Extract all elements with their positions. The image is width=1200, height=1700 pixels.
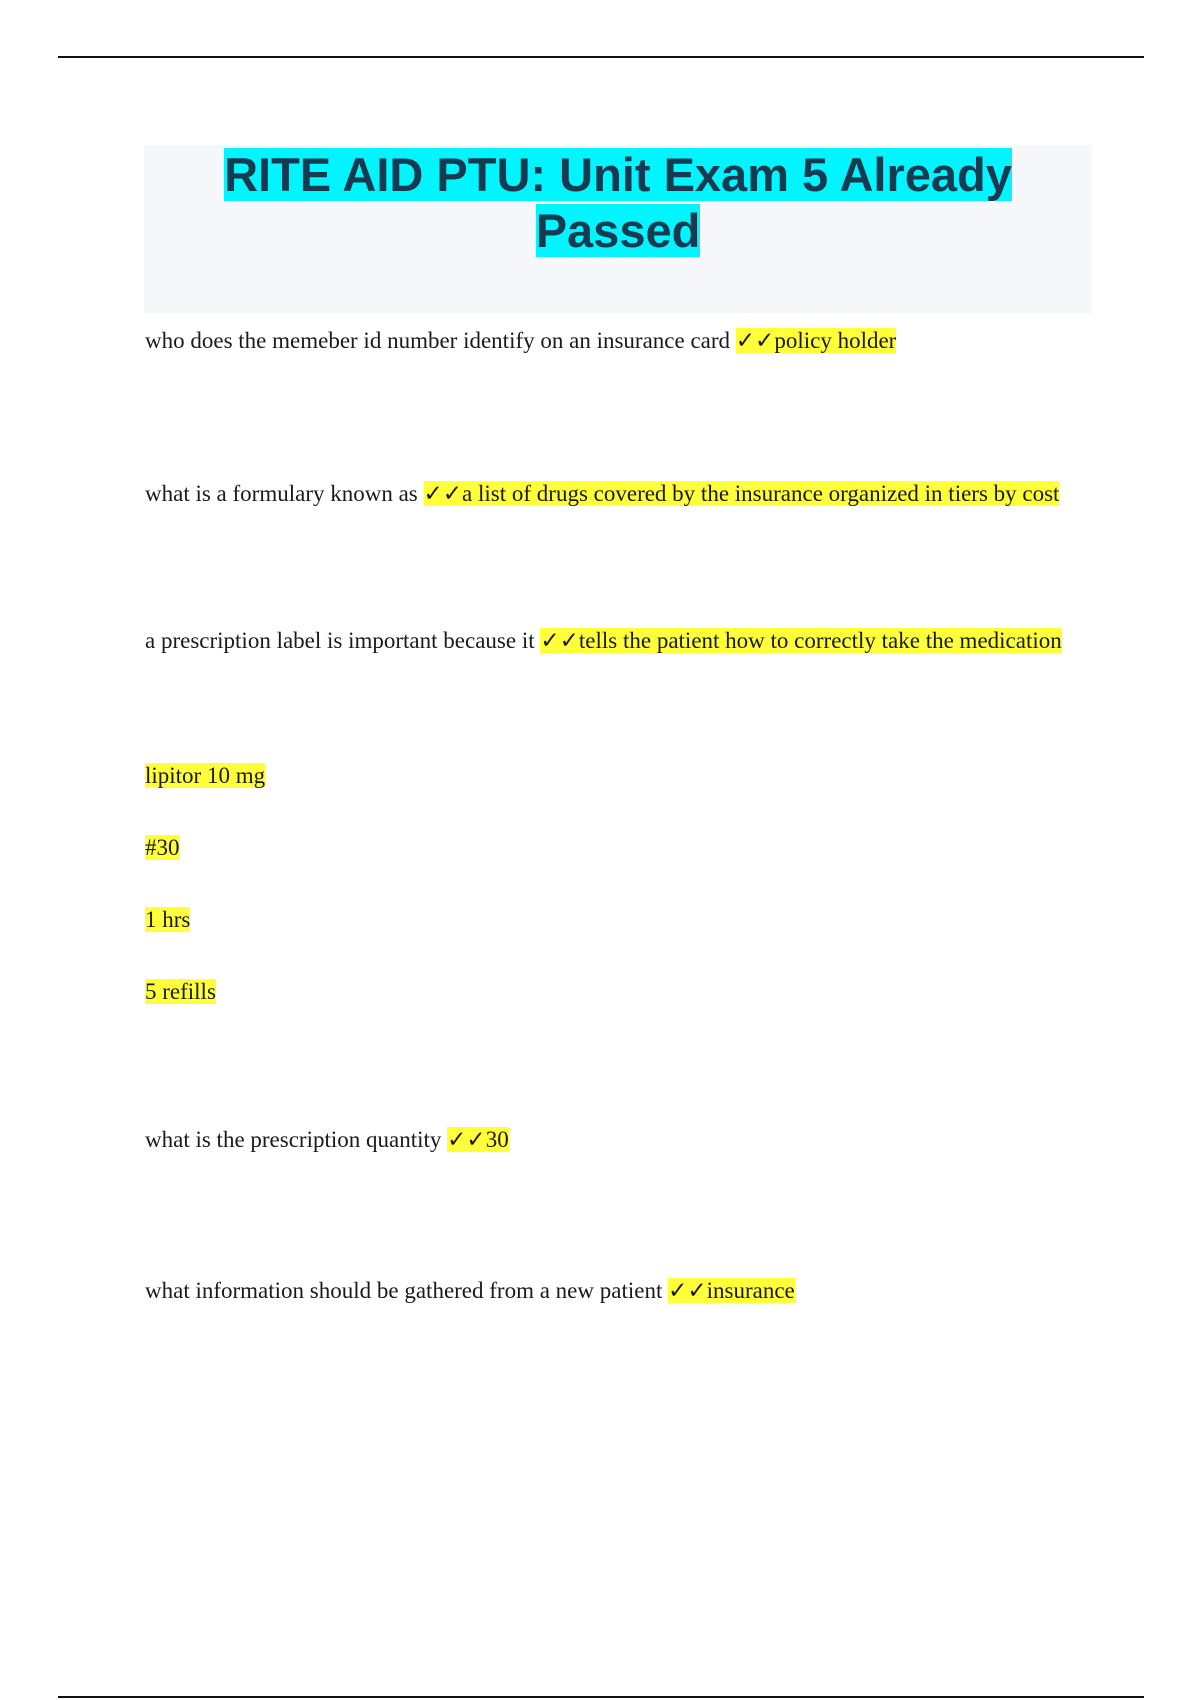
answer-text: a list of drugs covered by the insurance organized in tiers by cost	[462, 481, 1060, 506]
answer-highlight	[540, 628, 1061, 653]
check-marks-icon: ✓✓	[423, 481, 463, 506]
check-marks-icon: ✓✓	[447, 1127, 486, 1152]
document-body	[145, 310, 1085, 1321]
question-text: a prescription label is important because it	[145, 628, 535, 653]
question-text: who does the memeber id number identify on an insurance card	[145, 328, 731, 353]
title-banner	[144, 145, 1092, 313]
qa-item	[145, 1109, 1085, 1170]
prescription-line: lipitor 10 mg	[145, 763, 266, 788]
prescription-block	[145, 761, 1085, 1007]
question-text: what information should be gathered from a new patient	[145, 1278, 663, 1303]
answer-highlight	[424, 481, 1060, 506]
answer-text: tells the patient how to correctly take the medication	[578, 628, 1062, 653]
qa-item	[145, 463, 1085, 524]
qa-item	[145, 1260, 1085, 1321]
answer-highlight	[668, 1278, 795, 1303]
answer-text: 30	[485, 1127, 509, 1152]
header-rule	[58, 56, 1144, 58]
prescription-line: #30	[145, 835, 180, 860]
answer-highlight	[447, 1127, 509, 1152]
check-marks-icon: ✓✓	[540, 628, 579, 653]
prescription-line: 5 refills	[145, 979, 216, 1004]
question-text: what is the prescription quantity	[145, 1127, 442, 1152]
answer-text: insurance	[706, 1278, 795, 1303]
footer-rule	[58, 1696, 1144, 1698]
prescription-line: 1 hrs	[145, 907, 191, 932]
document-title	[144, 145, 1092, 259]
title-line-2: Passed	[535, 204, 701, 257]
question-text: what is a formulary known as	[145, 481, 418, 506]
check-marks-icon: ✓✓	[668, 1278, 707, 1303]
check-marks-icon: ✓✓	[735, 328, 775, 353]
answer-text: policy holder	[774, 328, 897, 353]
qa-item	[145, 610, 1085, 671]
answer-highlight	[736, 328, 897, 353]
qa-item	[145, 310, 1085, 371]
title-line-1: RITE AID PTU: Unit Exam 5 Already	[224, 148, 1012, 201]
